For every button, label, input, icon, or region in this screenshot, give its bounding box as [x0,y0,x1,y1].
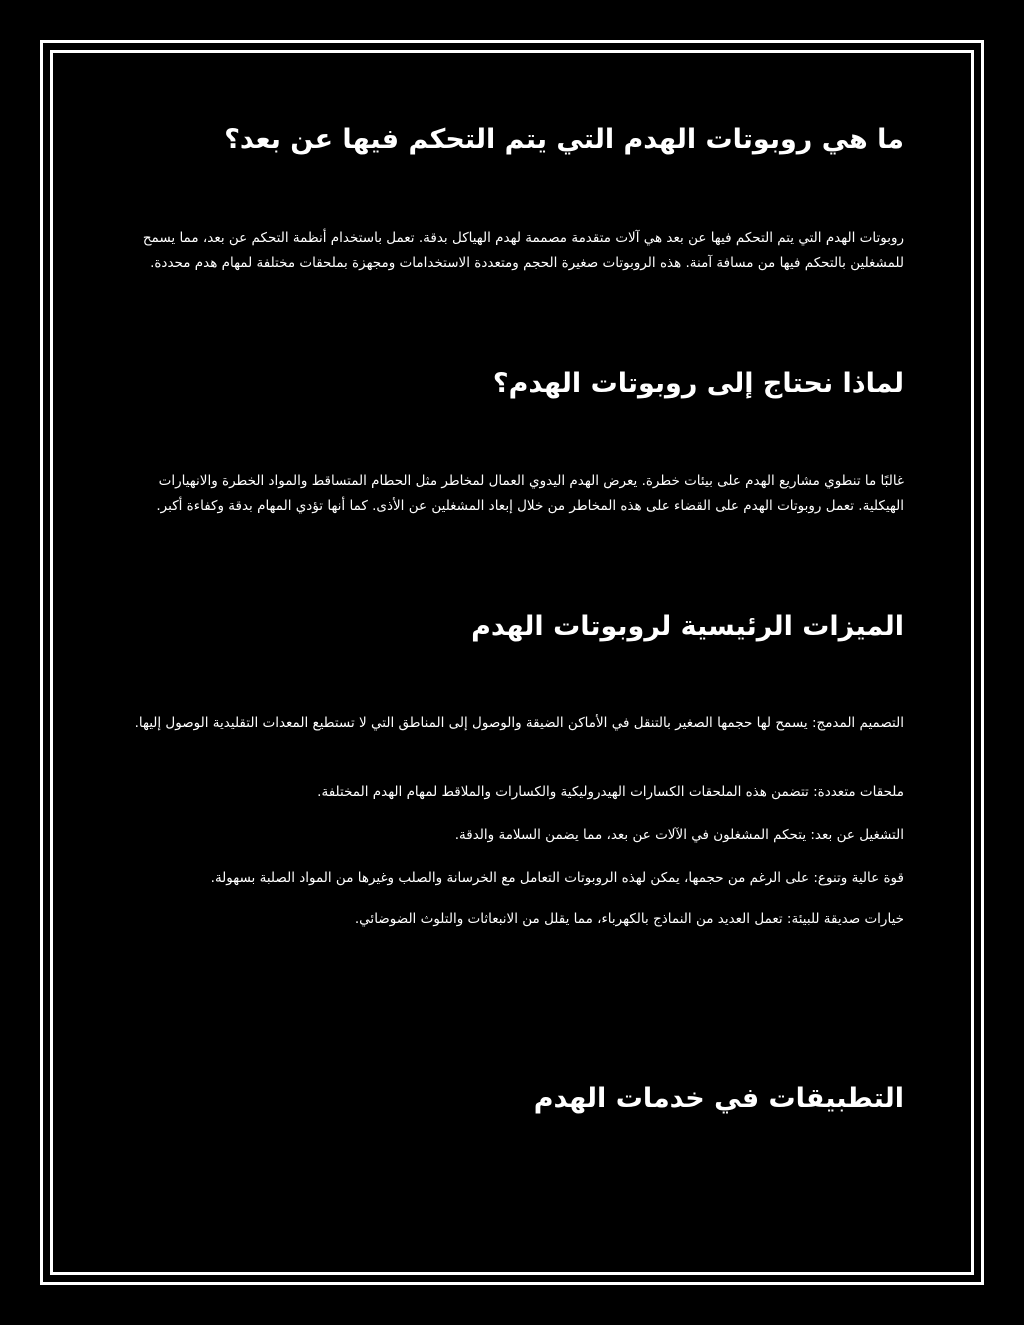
feature-item-high-power: قوة عالية وتنوع: على الرغم من حجمها، يمكن لهذه الروبوتات التعامل مع الخرسانة والصلب وغيرها من المواد الصلبة بسهولة. [210,870,904,886]
heading-key-features: الميزات الرئيسية لروبوتات الهدم [471,611,904,642]
heading-what-are-robots: ما هي روبوتات الهدم التي يتم التحكم فيها عن بعد؟ [224,124,904,155]
paragraph-why-need-robots: غالبًا ما تنطوي مشاريع الهدم على بيئات خطرة. يعرض الهدم اليدوي العمال لمخاطر مثل الحطام المتساقط والمواد الخطرة والانهيارات الهيكلية. تعمل روبوتات الهدم على القضاء على هذه المخاطر من خلال إبعاد المشغلين عن الأذى. كما أنها تؤدي المهام بدقة وكفاءة أكبر. [156,473,904,514]
feature-item-compact-design: التصميم المدمج: يسمح لها حجمها الصغير بالتنقل في الأماكن الضيقة والوصول إلى المناطق التي لا تستطيع المعدات التقليدية الوصول إليها. [134,715,904,731]
feature-item-remote-operation: التشغيل عن بعد: يتحكم المشغلون في الآلات عن بعد، مما يضمن السلامة والدقة. [454,827,904,843]
feature-item-eco-friendly: خيارات صديقة للبيئة: تعمل العديد من النماذج بالكهرباء، مما يقلل من الانبعاثات والتلوث الضوضائي. [354,911,904,927]
paragraph-what-are-robots: روبوتات الهدم التي يتم التحكم فيها عن بعد هي آلات متقدمة مصممة لهدم الهياكل بدقة. تعمل باستخدام أنظمة التحكم عن بعد، مما يسمح للمشغلين بالتحكم فيها من مسافة آمنة. هذه الروبوتات صغيرة الحجم ومتعددة الاستخدامات ومجهزة بملحقات مختلفة لمهام هدم محددة. [142,230,904,271]
heading-why-need-robots: لماذا نحتاج إلى روبوتات الهدم؟ [492,368,904,399]
heading-applications: التطبيقات في خدمات الهدم [533,1083,904,1114]
feature-item-multiple-attachments: ملحقات متعددة: تتضمن هذه الملحقات الكسارات الهيدروليكية والكسارات والملاقط لمهام الهدم المختلفة. [317,784,904,800]
